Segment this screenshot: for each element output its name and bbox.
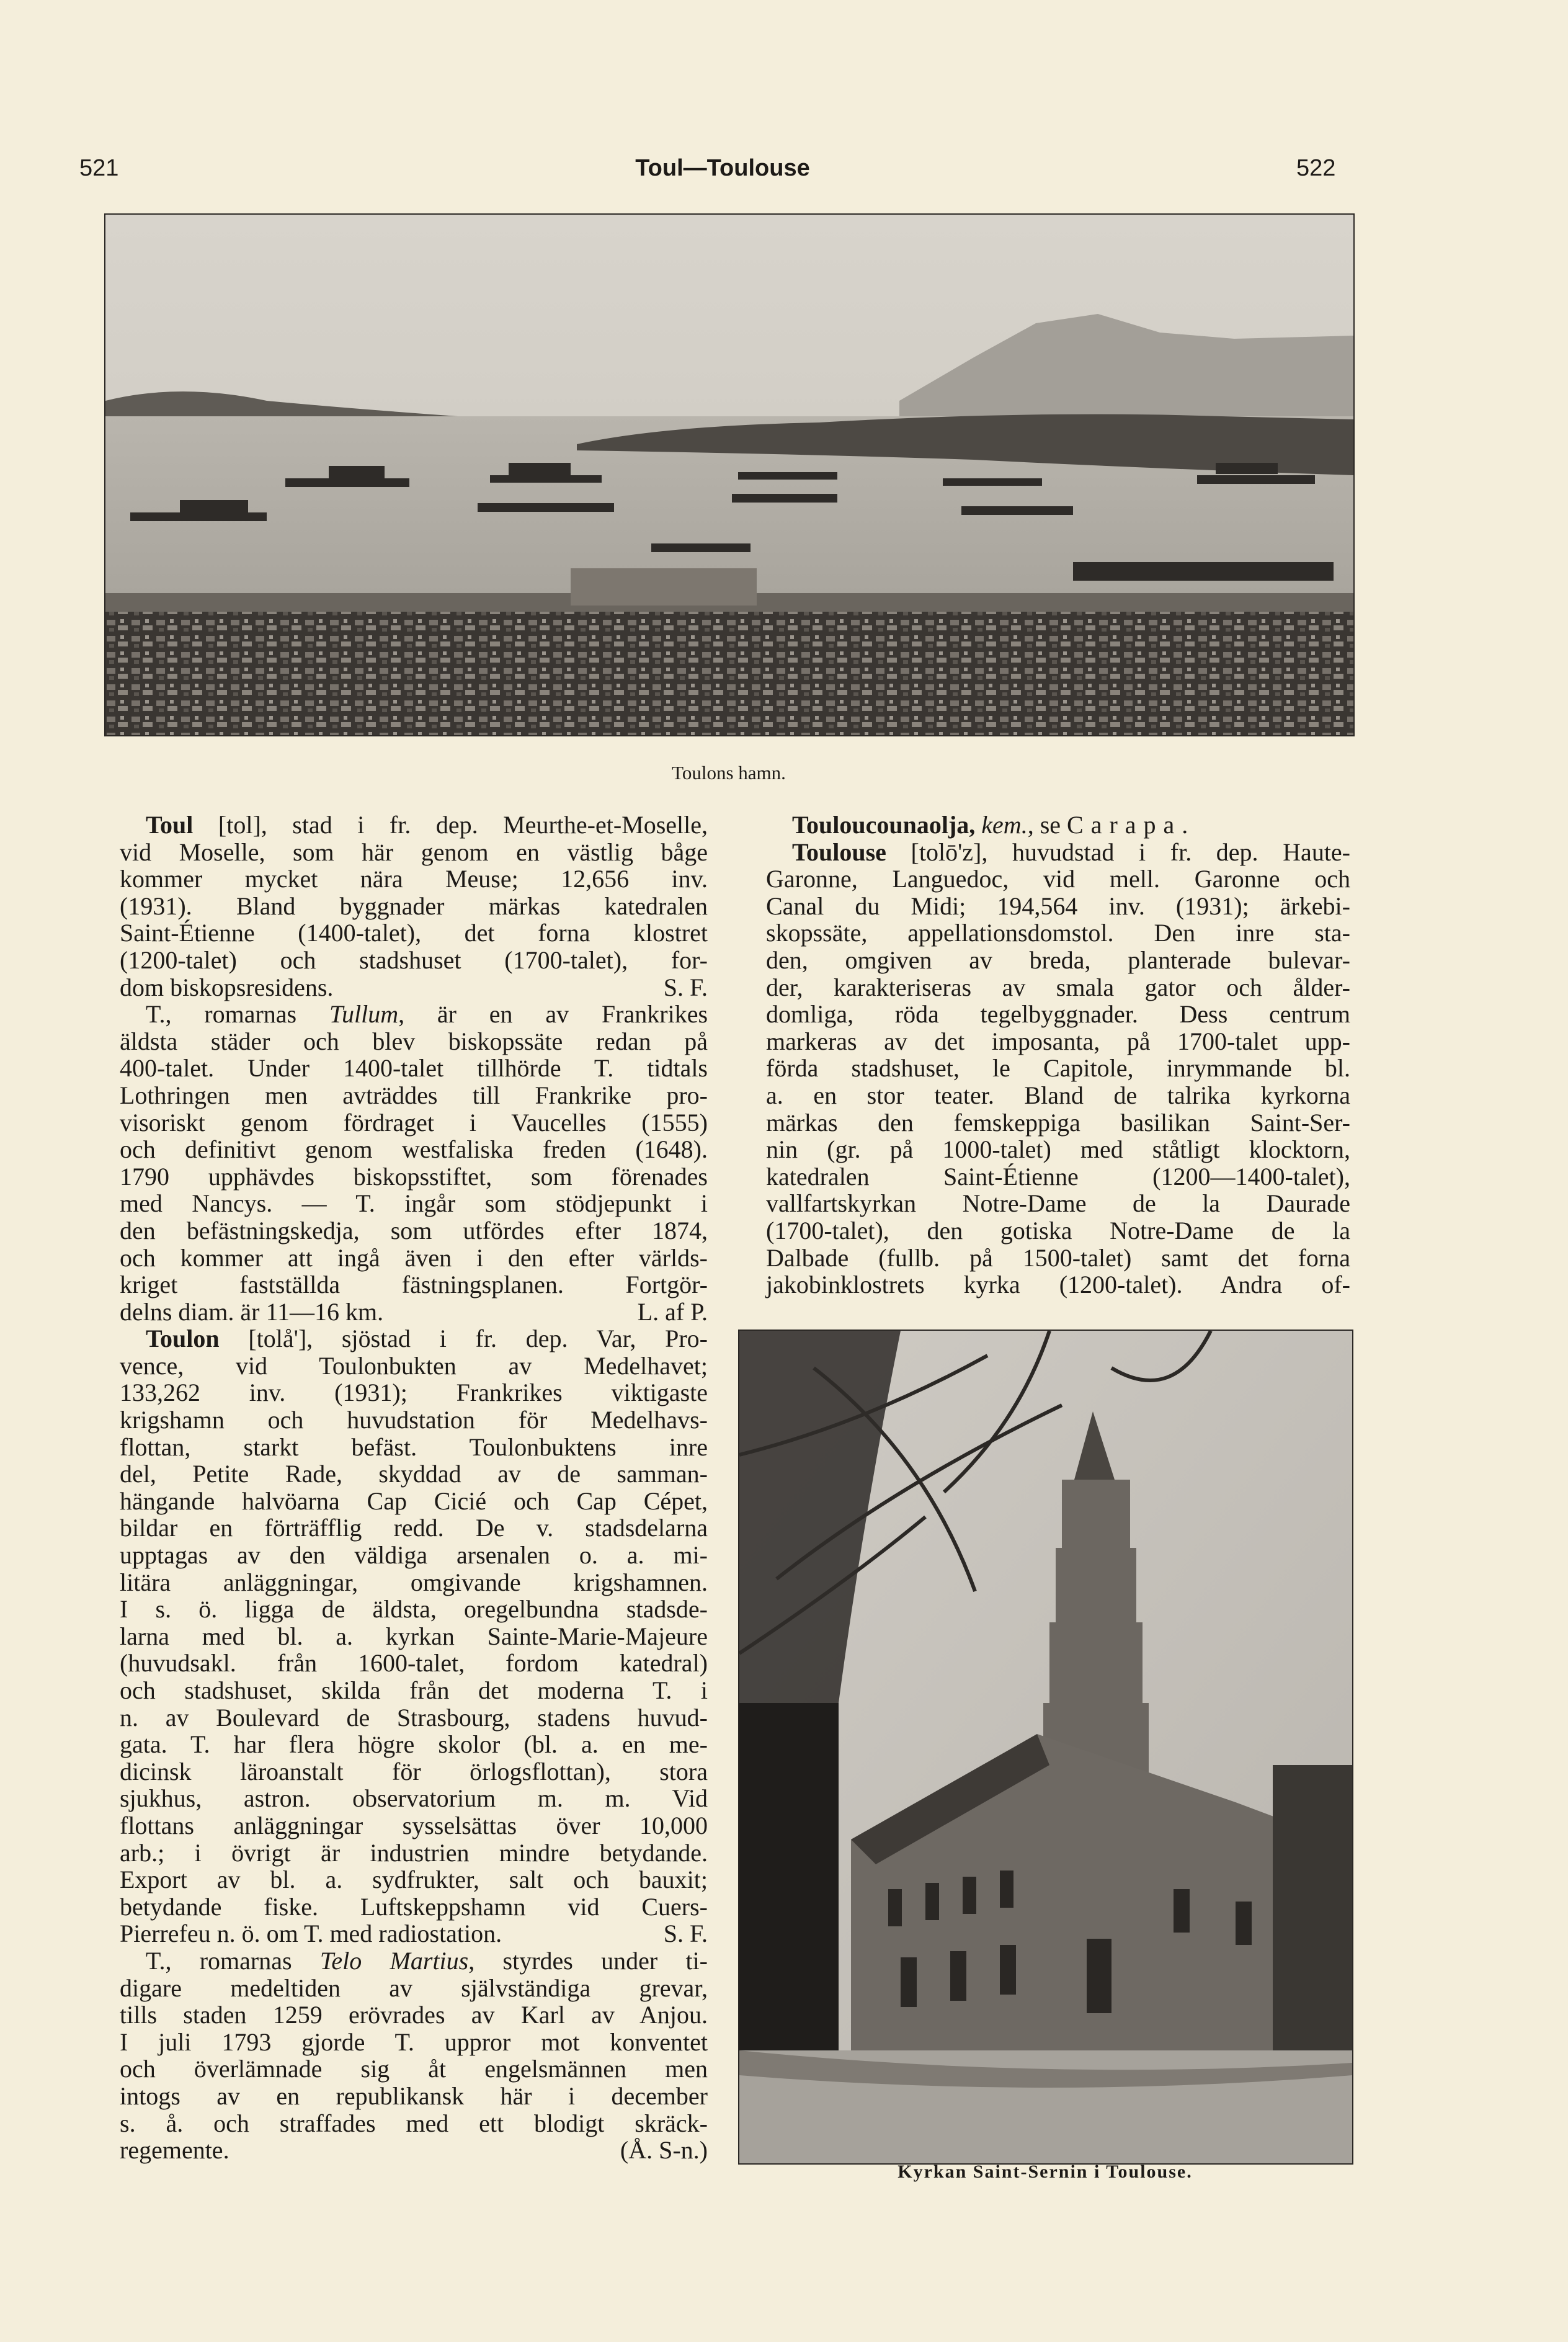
text-segment: kommer mycket nära Meuse; 12,656 inv. (120, 865, 708, 893)
text-segment: den befästningskedja, som utfördes efter 1874, (120, 1216, 708, 1245)
text-line (120, 1785, 708, 1812)
text-line (766, 974, 1350, 1001)
text-segment: gata. T. har flera högre skolor (bl. a. en me- (120, 1730, 708, 1759)
text-line (120, 2083, 708, 2110)
text-segment: T., romarnas (146, 1946, 320, 1975)
text-line (120, 1975, 708, 2002)
text-segment: 400-talet. Under 1400-talet tillhörde T. tidtals (120, 1054, 708, 1083)
text-segment: tills staden 1259 erövrades av Karl av Anjou. (120, 2001, 708, 2029)
page-number-right: 522 (1296, 155, 1336, 181)
text-segment: flottans anläggningar sysselsättas över 10,000 (120, 1811, 708, 1839)
text-segment: delns diam. är 11—16 km. (120, 1297, 384, 1326)
text-segment: krigshamn och huvudstation för Medelhavs- (120, 1406, 708, 1434)
text-segment: vid Moselle, som här genom en västlig båge (120, 838, 708, 866)
text-line (120, 919, 708, 947)
text-segment: äldsta städer och blev biskopssäte redan på (120, 1027, 708, 1055)
text-segment: betydande fiske. Luftskeppshamn vid Cuers- (120, 1892, 708, 1921)
text-segment: domliga, röda tegelbyggnader. Dess centrum (766, 1000, 1350, 1029)
text-line (120, 1866, 708, 1893)
text-line (120, 1758, 708, 1786)
entry-headword: Toulon (146, 1325, 220, 1353)
text-line (120, 1190, 708, 1217)
text-line (766, 893, 1350, 920)
text-line (766, 1109, 1350, 1137)
text-segment: Dalbade (fullb. på 1500-talet) samt det forna (766, 1243, 1350, 1272)
text-segment: hängande halvöarna Cap Cicié och Cap Cépet, (120, 1486, 708, 1515)
text-line (766, 1245, 1350, 1272)
text-segment: Saint-Étienne (1400-talet), det forna klostret (120, 919, 708, 947)
text-segment: intogs av en republikansk här i december (120, 2081, 708, 2110)
text-line (120, 1001, 708, 1028)
text-line (766, 839, 1350, 866)
text-line (120, 1596, 708, 1623)
text-segment: sjukhus, astron. observatorium m. m. Vid (120, 1784, 708, 1813)
text-segment: skopssäte, appellationsdomstol. Den inre sta- (766, 919, 1350, 947)
text-segment: s. å. och straffades med ett blodigt skräck- (120, 2109, 708, 2137)
text-segment: Export av bl. a. sydfrukter, salt och bauxit; (120, 1866, 708, 1894)
text-segment: Canal du Midi; 194,564 inv. (1931); ärkebi- (766, 892, 1350, 920)
text-line (766, 811, 1350, 839)
text-line (766, 1055, 1350, 1082)
text-segment: litära anläggningar, omgivande krigshamnen. (120, 1568, 708, 1596)
text-segment: (huvudsakl. från 1600-talet, fordom katedral) (120, 1649, 708, 1678)
text-line (120, 2001, 708, 2029)
text-segment: Lothringen men avträddes till Frankrike pro- (120, 1081, 708, 1109)
text-line (120, 1812, 708, 1839)
text-line (120, 1731, 708, 1758)
text-segment: dom biskopsresidens. (120, 973, 334, 1001)
text-line (120, 1082, 708, 1109)
text-line (120, 1406, 708, 1434)
text-line (120, 1055, 708, 1082)
text-segment: , se (1027, 811, 1067, 839)
text-line (120, 1325, 708, 1352)
italic-term: Telo Martius (319, 1946, 469, 1975)
text-segment: jakobinklostrets kyrka (1200-talet). Andra of- (766, 1271, 1350, 1299)
text-line (120, 974, 708, 1001)
text-line (120, 1460, 708, 1488)
text-line (766, 1028, 1350, 1055)
text-segment: och kommer att ingå även i den efter världs- (120, 1243, 708, 1272)
text-line (120, 1379, 708, 1406)
text-line (766, 865, 1350, 893)
text-line (120, 2055, 708, 2083)
text-line (120, 1217, 708, 1245)
text-segment: nin (gr. på 1000-talet) med ståtligt klocktorn, (766, 1135, 1350, 1164)
left-column (120, 811, 708, 2164)
text-segment: [tol], stad i fr. dep. Meurthe-et-Moselle, (193, 811, 708, 839)
text-line (120, 947, 708, 974)
text-line (120, 1109, 708, 1137)
text-line (120, 1434, 708, 1461)
text-line (120, 1623, 708, 1650)
text-line (120, 1352, 708, 1380)
text-segment (975, 811, 981, 839)
harbor-caption: Toulons hamn. (672, 762, 786, 784)
text-line (120, 1677, 708, 1704)
italic-term: Tullum (329, 1000, 399, 1029)
text-segment: (1931). Bland byggnader märkas katedralen (120, 892, 708, 920)
text-segment: förda stadshuset, le Capitole, inrymmande bl. (766, 1054, 1350, 1083)
text-line (120, 1298, 708, 1326)
text-segment: larna med bl. a. kyrkan Sainte-Marie-Majeure (120, 1622, 708, 1650)
text-segment: [tolō'z], huvudstad i fr. dep. Haute- (886, 838, 1350, 866)
line-text (120, 2137, 229, 2164)
text-line (120, 1650, 708, 1677)
text-segment: n. av Boulevard de Strasbourg, stadens huvud- (120, 1703, 708, 1732)
text-line (120, 2110, 708, 2137)
text-segment: Pierrefeu n. ö. om T. med radiostation. (120, 1920, 502, 1948)
text-line (766, 1190, 1350, 1217)
text-segment: den, omgiven av breda, planterade bulevar- (766, 945, 1350, 974)
italic-term: kem. (981, 811, 1028, 839)
church-caption: Kyrkan Saint-Sernin i Toulouse. (898, 2161, 1193, 2182)
text-segment: vallfartskyrkan Notre-Dame de la Daurade (766, 1189, 1350, 1218)
text-line (120, 1514, 708, 1542)
text-segment: , styrdes under ti- (468, 1946, 708, 1975)
author-signature: S. F. (663, 973, 708, 1001)
running-title: Toul—Toulouse (635, 155, 810, 181)
text-line (766, 919, 1350, 947)
text-segment: med Nancys. — T. ingår som stödjepunkt i (120, 1189, 708, 1218)
text-line (120, 839, 708, 866)
text-segment: bildar en förträfflig redd. De v. stadsdelarna (120, 1514, 708, 1542)
text-segment: , är en av Frankrikes (398, 1000, 708, 1029)
text-segment: I juli 1793 gjorde T. uppror mot konventet (120, 2027, 708, 2056)
text-segment: der, karakteriseras av smala gator och ålder- (766, 973, 1350, 1001)
line-text (120, 974, 333, 1001)
line-text (120, 1920, 502, 1947)
text-segment: och stadshuset, skilda från det moderna T. i (120, 1676, 708, 1704)
text-segment: Carapa. (1067, 811, 1196, 839)
text-segment: del, Petite Rade, skyddad av de samman- (120, 1460, 708, 1488)
text-line (120, 865, 708, 893)
text-segment: kriget fastställda fästningsplanen. Fortgör- (120, 1271, 708, 1299)
text-line (120, 1920, 708, 1947)
saint-sernin-photo (738, 1330, 1353, 2165)
text-segment: och definitivt genom westfaliska freden (1648). (120, 1135, 708, 1164)
text-line (120, 1542, 708, 1569)
text-line (766, 1082, 1350, 1109)
text-line (120, 1704, 708, 1732)
text-line (120, 1245, 708, 1272)
text-line (766, 947, 1350, 974)
text-line (766, 1271, 1350, 1298)
text-segment: regemente. (120, 2136, 229, 2165)
text-segment: I s. ö. ligga de äldsta, oregelbundna stadsde- (120, 1595, 708, 1624)
text-segment: flottan, starkt befäst. Toulonbuktens inre (120, 1432, 708, 1461)
right-column (766, 811, 1350, 1298)
text-line (766, 1163, 1350, 1191)
text-segment: 1790 upphävdes biskopsstiftet, som förenades (120, 1162, 708, 1191)
text-segment: arb.; i övrigt är industrien mindre betydande. (120, 1838, 708, 1867)
text-segment: markeras av det imposanta, på 1700-talet upp- (766, 1027, 1350, 1055)
text-line (120, 1271, 708, 1298)
toulon-harbor-photo (104, 213, 1355, 736)
text-line (120, 1947, 708, 1975)
text-segment: [tolå'], sjöstad i fr. dep. Var, Pro- (219, 1325, 708, 1353)
text-line (766, 1136, 1350, 1163)
text-line (120, 893, 708, 920)
author-signature: L. af P. (637, 1297, 708, 1326)
text-segment: Garonne, Languedoc, vid mell. Garonne och (766, 865, 1350, 893)
text-segment: och överlämnade sig åt engelsmännen men (120, 2055, 708, 2083)
text-segment: a. en stor teater. Bland de talrika kyrkorna (766, 1081, 1350, 1109)
text-segment: katedralen Saint-Étienne (1200—1400-talet), (766, 1162, 1350, 1191)
text-line (120, 1569, 708, 1596)
entry-headword: Toulouse (792, 838, 886, 866)
text-segment: digare medeltiden av självständiga grevar, (120, 1973, 708, 2002)
text-line (120, 1163, 708, 1191)
text-segment: T., romarnas (146, 1000, 329, 1029)
text-segment: 133,262 inv. (1931); Frankrikes viktigaste (120, 1379, 708, 1407)
text-line (120, 1839, 708, 1867)
author-signature: (Å. S-n.) (620, 2136, 708, 2165)
author-signature: S. F. (663, 1920, 708, 1948)
text-line (766, 1001, 1350, 1028)
line-text (120, 1298, 383, 1326)
text-segment: visoriskt genom fördraget i Vaucelles (1555) (120, 1108, 708, 1137)
text-line (120, 1488, 708, 1515)
text-segment: vence, vid Toulonbukten av Medelhavet; (120, 1351, 708, 1380)
text-line (120, 1893, 708, 1921)
text-segment: märkas den femskeppiga basilikan Saint-Ser- (766, 1108, 1350, 1137)
text-segment: (1700-talet), den gotiska Notre-Dame de la (766, 1216, 1350, 1245)
text-segment: dicinsk läroanstalt för örlogsflottan), stora (120, 1757, 708, 1786)
entry-headword: Touloucounaolja, (792, 811, 976, 839)
page-number-left: 521 (79, 155, 119, 181)
text-line (120, 2137, 708, 2164)
text-line (120, 1028, 708, 1055)
text-segment: upptagas av den väldiga arsenalen o. a. mi- (120, 1541, 708, 1570)
text-line (120, 811, 708, 839)
text-line (120, 2029, 708, 2056)
entry-headword: Toul (146, 811, 194, 839)
text-line (766, 1217, 1350, 1245)
text-line (120, 1136, 708, 1163)
text-segment: (1200-talet) och stadshuset (1700-talet), for- (120, 945, 708, 974)
